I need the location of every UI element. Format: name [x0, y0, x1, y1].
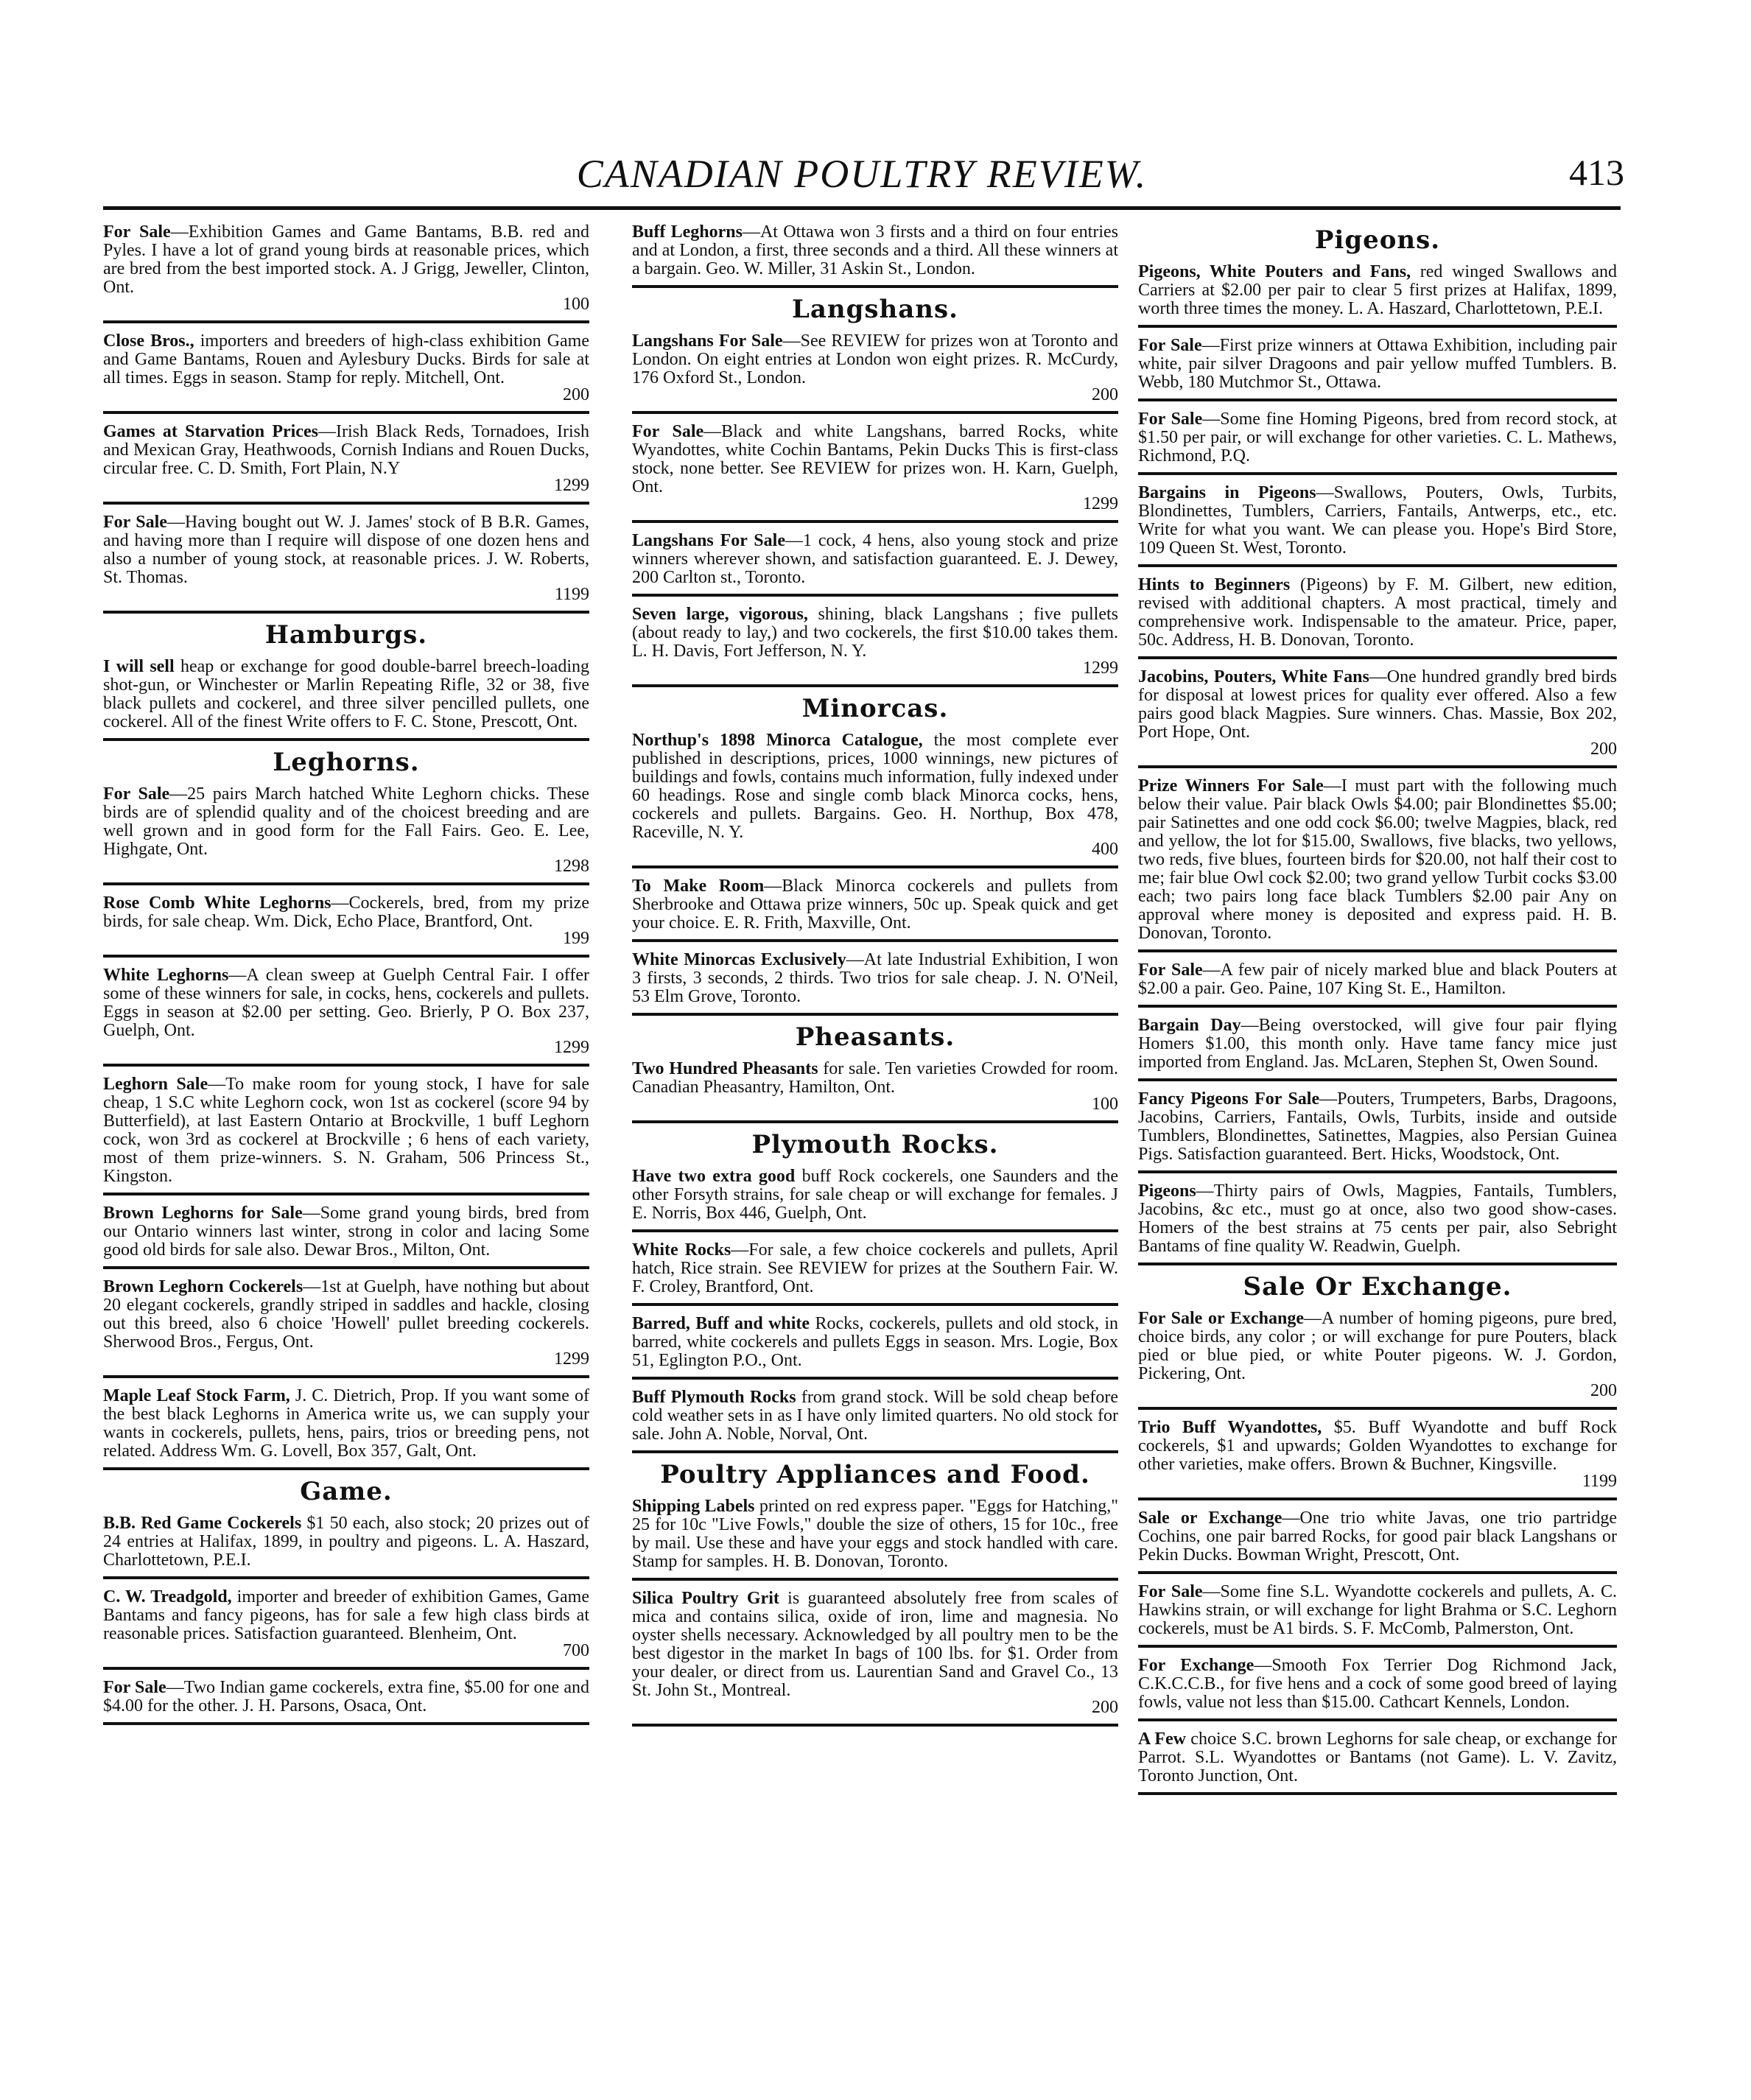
- ad-body: $5. Buff Wyandotte and buff Rock cockerels, $1 and upwards; Golden Wyandottes to exchange for other varieties, make offers. Brown & Buchner, Kingsville.: [1138, 1418, 1617, 1474]
- classified-ad: [1138, 959, 1617, 1008]
- ad-body: —First prize winners at Ottawa Exhibition, including pair white, pair silver Dragoons and pair yellow muffed Tumblers. B. Webb, 180 Mutchmor St., Ottawa.: [1138, 336, 1617, 392]
- classified-ad: [103, 783, 589, 885]
- classified-ad: [632, 875, 1118, 942]
- classified-ad: [1138, 1507, 1617, 1574]
- classified-ad: [103, 1385, 589, 1470]
- ad-body: for sale. Ten varieties Crowded for room. Canadian Pheasantry, Hamilton, Ont.: [632, 1059, 1118, 1097]
- ad-body: importer and breeder of exhibition Games, Game Bantams and fancy pigeons, has for sale a few high class birds at reasonable prices. Satisfaction guaranteed. Blenheim, Ont.: [103, 1587, 589, 1643]
- ad-body: —Some fine Homing Pigeons, bred from record stock, at $1.50 per pair, or will exchange for other varieties. C. L. Mathews, Richmond, P.Q.: [1138, 410, 1617, 466]
- classified-ad: [632, 1165, 1118, 1232]
- page-number: 413: [1569, 152, 1624, 193]
- classified-ad: [103, 421, 589, 505]
- ad-body: —Smooth Fox Terrier Dog Richmond Jack, C.K.C.C.B., for five hens and a cock of some good breed of laying fowls, value not less than $15.00. Cathcart Kennels, London.: [1138, 1656, 1617, 1712]
- classified-ad: [103, 1276, 589, 1378]
- ad-lead: I will sell: [103, 657, 175, 676]
- classified-ad: [632, 1058, 1118, 1123]
- ad-lead: For Sale: [103, 1678, 166, 1697]
- section-heading: Langshans.: [791, 295, 959, 324]
- ad-body: shining, black Langshans ; five pullets (about ready to lay,) and two cockerels, the first $10.00 takes them. L. H. Davis, Fort Jefferson, N. Y.: [632, 605, 1118, 661]
- classified-ad: [1138, 482, 1617, 567]
- ad-lead: For Sale: [1138, 410, 1203, 429]
- ad-lead: For Sale: [103, 513, 167, 532]
- ad-lead: Silica Poultry Grit: [632, 1589, 779, 1608]
- classified-ad: [1138, 334, 1617, 401]
- ad-lead: Langshans For Sale: [632, 331, 783, 351]
- ad-code: 700: [563, 1641, 589, 1660]
- ad-code: 200: [1092, 385, 1118, 404]
- ad-code: 1299: [554, 476, 589, 495]
- ad-body: —See REVIEW for prizes won at Toronto and London. On eight entries at London won eight prizes. R. McCurdy, 176 Oxford St., London.: [632, 331, 1118, 387]
- classified-ad: [632, 949, 1118, 1016]
- ad-body: —For sale, a few choice cockerels and pullets, April hatch, Rice strain. See REVIEW for prizes at the Southern Fair. W. F. Croley, Brantford, Ont.: [632, 1240, 1118, 1296]
- classified-ad: [103, 1202, 589, 1269]
- classified-ad: [632, 1239, 1118, 1306]
- ad-code: 200: [1092, 1698, 1118, 1717]
- page-header: [103, 144, 1624, 210]
- ad-lead: Sale or Exchange: [1138, 1509, 1282, 1528]
- ad-lead: Buff Plymouth Rocks: [632, 1388, 796, 1407]
- classified-ad: [1138, 775, 1617, 952]
- ad-body: —Exhibition Games and Game Bantams, B.B. red and Pyles. I have a lot of grand young birds at reasonable prices, which are bred from the best imported stock. A. J Grigg, Jeweller, Clinton, Ont.: [103, 222, 589, 297]
- classified-ad: [103, 330, 589, 414]
- ad-lead: Pigeons: [1138, 1181, 1196, 1201]
- classified-ad: [632, 1313, 1118, 1380]
- ad-body: —A number of homing pigeons, pure bred, choice birds, any color ; or will exchange for pure Pouters, black pied or blue pied, or white Pouter pigeons. W. J. Gordon, Pickering, Ont.: [1138, 1309, 1617, 1383]
- ad-code: 400: [1092, 840, 1118, 859]
- ad-body: red winged Swallows and Carriers at $2.00 per pair to clear 5 first prizes at Halifax, 1899, worth three times the money. L. A. Haszard, Charlottetown, P.E.I.: [1138, 262, 1617, 318]
- classified-ad: [1138, 408, 1617, 475]
- classified-ad: [103, 1586, 589, 1670]
- ad-lead: Pigeons, White Pouters and Fans,: [1138, 262, 1411, 281]
- header-rule: [103, 206, 1621, 210]
- classified-ad: [103, 1073, 589, 1195]
- ad-code: 1199: [1582, 1472, 1617, 1491]
- classified-ad: [1138, 1581, 1617, 1648]
- ad-body: the most complete ever published in descriptions, prices, 1000 winnings, new pictures of buildings and fowls, contains much information, fully indexed under 60 headings. Rose and single comb black Minorca cocks, hens, cockerels and pullets. Bargains. Geo. H. Northup, Box 478, Raceville, N. Y.: [632, 731, 1118, 842]
- classified-ad: [1138, 1416, 1617, 1500]
- ad-body: (Pigeons) by F. M. Gilbert, new edition, revised with additional chapters. A most practical, timely and comprehensive work. Indispensable to the amateur. Price, paper, 50c. Address, H. B. Donovan, Toronto.: [1138, 575, 1617, 650]
- ad-body: —At Ottawa won 3 firsts and a third on four entries and at London, a first, three seconds and a third. All these winners at a bargain. Geo. W. Miller, 31 Askin St., London.: [632, 222, 1118, 278]
- classified-ad: [103, 511, 589, 614]
- classified-ad: [632, 1587, 1118, 1727]
- ad-lead: Hints to Beginners: [1138, 575, 1291, 594]
- section-heading: Plymouth Rocks.: [751, 1130, 999, 1159]
- ad-lead: Have two extra good: [632, 1167, 796, 1186]
- ad-body: Rocks, cockerels, pullets and old stock, in barred, white cockerels and pullets Eggs in season. Mrs. Logie, Box 51, Eglington P.O., Ont.: [632, 1314, 1118, 1370]
- classified-ad: [103, 656, 589, 741]
- classified-ad: [1138, 1088, 1617, 1173]
- classified-ad: [632, 530, 1118, 597]
- ad-lead: Maple Leaf Stock Farm,: [103, 1386, 290, 1405]
- ad-body: buff Rock cockerels, one Saunders and the other Forsyth strains, for sale cheap or will exchange for females. J E. Norris, Box 446, Guelph, Ont.: [632, 1167, 1118, 1223]
- classified-ad: [632, 729, 1118, 868]
- ad-lead: For Sale: [632, 422, 704, 441]
- ad-body: importers and breeders of high-class exhibition Game and Game Bantams, Rouen and Aylesbury Ducks. Birds for sale at all times. Eggs in season. Stamp for reply. Mitchell, Ont.: [103, 331, 589, 387]
- ad-body: —Some grand young birds, bred from our Ontario winners last winter, strong in color and lacing Some good old birds for sale also. Dewar Bros., Milton, Ont.: [103, 1204, 589, 1260]
- ad-body: —One trio white Javas, one trio partridge Cochins, one pair barred Rocks, for good pair black Langshans or Pekin Ducks. Bowman Wright, Prescott, Ont.: [1138, 1509, 1617, 1565]
- ad-body: from grand stock. Will be sold cheap before cold weather sets in as I have only limited quarters. No old stock for sale. John A. Noble, Norval, Ont.: [632, 1388, 1118, 1444]
- ad-lead: Brown Leghorn Cockerels: [103, 1277, 303, 1296]
- ad-body: J. C. Dietrich, Prop. If you want some of the best black Leghorns in America write us, we can supply your wants in cockerels, pullets, hens, pairs, trios or breeding pens, not related. Address Wm. G. Lovell, Box 357, Galt, Ont.: [103, 1386, 589, 1461]
- classified-ad: [103, 892, 589, 958]
- ad-code: 1299: [1083, 659, 1118, 678]
- classified-ad: [103, 1676, 589, 1725]
- section-heading: Game.: [300, 1477, 393, 1506]
- ad-lead: Langshans For Sale: [632, 531, 785, 550]
- ad-code: 200: [1590, 1381, 1617, 1400]
- ad-body: —A few pair of nicely marked blue and black Pouters at $2.00 a pair. Geo. Paine, 107 King St. E., Hamilton.: [1138, 961, 1617, 998]
- ad-body: —1st at Guelph, have nothing but about 20 elegant cockerels, grandly striped in saddles and hackle, closing out this breed, also 6 choice 'Howell' pullet breeding cockerels. Sherwood Bros., Fergus, Ont.: [103, 1277, 589, 1352]
- classified-ad: [1138, 1654, 1617, 1721]
- ad-lead: For Sale: [103, 784, 170, 804]
- ad-lead: White Leghorns: [103, 966, 229, 985]
- ad-lead: Rose Comb White Leghorns: [103, 893, 331, 913]
- journal-title: CANADIAN POULTRY REVIEW.: [576, 152, 1148, 196]
- classified-ad: [1138, 666, 1617, 768]
- classified-ad: [1138, 1728, 1617, 1795]
- ad-lead: White Minorcas Exclusively: [632, 950, 846, 969]
- ad-lead: For Sale or Exchange: [1138, 1309, 1304, 1328]
- ad-body: —Some fine S.L. Wyandotte cockerels and pullets, A. C. Hawkins strain, or will exchange for light Brahma or S.C. Leghorn cockerels, must be A1 birds. S. F. McComb, Palmerston, Ont.: [1138, 1582, 1617, 1638]
- ad-code: 199: [563, 929, 589, 948]
- ad-code: 1299: [554, 1038, 589, 1057]
- ad-lead: A Few: [1138, 1729, 1186, 1749]
- ad-code: 1199: [554, 585, 589, 604]
- ad-code: 1298: [554, 857, 589, 876]
- ad-body: —Pouters, Trumpeters, Barbs, Dragoons, Jacobins, Carriers, Fantails, Owls, Turbits, inside and outside Tumblers, Blondinettes, Satinettes, Magpies, also Persian Guinea Pigs. Satisfaction guaranteed. Bert. Hicks, Woodstock, Ont.: [1138, 1089, 1617, 1164]
- ad-lead: Close Bros.,: [103, 331, 194, 351]
- ad-body: —Irish Black Reds, Tornadoes, Irish and Mexican Gray, Heathwoods, Cornish Indians and Rouen Ducks, circular free. C. D. Smith, Fort Plain, N.Y: [103, 422, 589, 478]
- classified-ad: [1138, 1014, 1617, 1081]
- ad-lead: To Make Room: [632, 877, 765, 896]
- classified-ad: [1138, 1307, 1617, 1410]
- ad-lead: Bargain Day: [1138, 1016, 1241, 1035]
- ad-body: —To make room for young stock, I have for sale cheap, 1 S.C white Leghorn cock, won 1st as cockerel (score 94 by Butterfield), at last Eastern Ontario at Brockville, 1 buff Leghorn cock, won 3rd as cockerel at Brockville ; 6 hens of each variety, most of them prize-winners. S. N. Graham, 506 Princess St., Kingston.: [103, 1075, 589, 1186]
- ad-code: 100: [563, 295, 589, 314]
- section-heading: Sale Or Exchange.: [1243, 1272, 1512, 1302]
- ad-code: 200: [563, 385, 589, 404]
- classified-ad: [632, 1495, 1118, 1581]
- ad-lead: For Sale: [1138, 1582, 1203, 1601]
- ad-body: —1 cock, 4 hens, also young stock and prize winners wherever shown, and satisfaction guaranteed. E. J. Dewey, 200 Carlton st., Toronto.: [632, 531, 1118, 587]
- classified-ad: [632, 330, 1118, 414]
- ad-lead: White Rocks: [632, 1240, 731, 1260]
- column-right: [1138, 221, 1617, 2048]
- ad-lead: Leghorn Sale: [103, 1075, 208, 1094]
- ad-lead: Northup's 1898 Minorca Catalogue,: [632, 731, 923, 750]
- classified-ad: [103, 1512, 589, 1579]
- ad-body: —At late Industrial Exhibition, I won 3 firsts, 3 seconds, 2 thirds. Two trios for sale cheap. J. N. O'Neil, 53 Elm Grove, Toronto.: [632, 950, 1118, 1006]
- ad-code: 1299: [554, 1349, 589, 1369]
- section-heading: Pheasants.: [795, 1022, 955, 1052]
- ad-lead: Buff Leghorns: [632, 222, 743, 242]
- ad-body: —Having bought out W. J. James' stock of B B.R. Games, and having more than I require will dispose of one dozen hens and also a number of young stock, at reasonable prices. J. W. Roberts, St. Thomas.: [103, 513, 589, 587]
- ad-lead: For Sale: [103, 222, 171, 242]
- column-middle: [632, 221, 1118, 2048]
- ad-code: 1299: [1083, 494, 1118, 513]
- ad-body: $1 50 each, also stock; 20 prizes out of 24 entries at Halifax, 1899, in poultry and pigeons. L. A. Haszard, Charlottetown, P.E.I.: [103, 1514, 589, 1570]
- ad-body: —Black and white Langshans, barred Rocks, white Wyandottes, white Cochin Bantams, Pekin Ducks This is first-class stock, none better. See REVIEW for prizes won. H. Karn, Guelph, Ont.: [632, 422, 1118, 496]
- ad-lead: For Sale: [1138, 961, 1203, 980]
- ad-body: is guaranteed absolutely free from scales of mica and contains silica, oxide of iron, lime and magnesia. No oyster shells necessary. Acknowledged by all poultry men to be the best digestor in the market In bags of 100 lbs. for $1. Order from your dealer, or direct from us. Laurentian Sand and Gravel Co., 13 St. John St., Montreal.: [632, 1589, 1118, 1700]
- ad-body: —25 pairs March hatched White Leghorn chicks. These birds are of splendid quality and of the choicest breeding and are well grown and in good form for the Fall Fairs. Geo. E. Lee, Highgate, Ont.: [103, 784, 589, 859]
- classified-ad: [632, 421, 1118, 523]
- section-heading: Hamburgs.: [264, 620, 428, 650]
- classified-ad: [1138, 261, 1617, 328]
- ad-body: —A clean sweep at Guelph Central Fair. I offer some of these winners for sale, in cocks, hens, cockerels and pullets. Eggs in season at $2.00 per setting. Geo. Brierly, P O. Box 237, Guelph, Ont.: [103, 966, 589, 1040]
- ad-lead: For Sale: [1138, 336, 1202, 355]
- ad-code: 100: [1092, 1095, 1118, 1114]
- section-heading: Pigeons.: [1314, 225, 1441, 255]
- ad-body: —I must part with the following much below their value. Pair black Owls $4.00; pair Blondinettes $5.00; pair Satinettes and one odd cock $6.00; twelve Magpies, black, red and yellow, the lot for $15.00, Swallows, five blacks, two yellows, two reds, five blues, fourteen birds for $20.00, not half their cost to me; fair blue Owl cock $2.00; two grand yellow Turbit cocks $3.00 each; two pairs long face black Tumblers $2.00 pair Any on approval where money is deposited and express paid. H. B. Donovan, Toronto.: [1138, 776, 1617, 943]
- section-heading: Leghorns.: [273, 748, 420, 777]
- ad-lead: Bargains in Pigeons: [1138, 483, 1316, 502]
- section-heading: Minorcas.: [801, 694, 949, 723]
- ad-body: printed on red express paper. "Eggs for Hatching," 25 for 10c "Live Fowls," double the size of others, 15 for 10c., free by mail. Use these and have your eggs and stock handled with care. Stamp for samples. H. B. Donovan, Toronto.: [632, 1497, 1118, 1571]
- ad-lead: Fancy Pigeons For Sale: [1138, 1089, 1320, 1109]
- ad-lead: C. W. Treadgold,: [103, 1587, 232, 1606]
- ad-body: —Swallows, Pouters, Owls, Turbits, Blondinettes, Tumblers, Carriers, Fantails, Antwerps, etc., etc. Write for what you want. We can please you. Hope's Bird Store, 109 Queen St. West, Toronto.: [1138, 483, 1617, 558]
- ad-body: —Cockerels, bred, from my prize birds, for sale cheap. Wm. Dick, Echo Place, Brantford, Ont.: [103, 893, 589, 931]
- ad-lead: B.B. Red Game Cockerels: [103, 1514, 302, 1533]
- ad-lead: Games at Starvation Prices: [103, 422, 318, 441]
- classified-ad: [1138, 574, 1617, 659]
- ad-body: —Thirty pairs of Owls, Magpies, Fantails, Tumblers, Jacobins, &c etc., must go at once, also two good show-cases. Homers of the best strains at 75 cents per pair, also Sebright Bantams of fine quality W. Readwin, Guelph.: [1138, 1181, 1617, 1256]
- classified-ad: [103, 221, 589, 323]
- classified-ad: [632, 221, 1118, 288]
- ad-lead: Two Hundred Pheasants: [632, 1059, 818, 1078]
- ad-lead: Prize Winners For Sale: [1138, 776, 1324, 796]
- classified-ad: [103, 964, 589, 1067]
- section-heading: Poultry Appliances and Food.: [660, 1460, 1090, 1489]
- ad-body: —Being overstocked, will give four pair flying Homers $1.00, this month only. Have tame fancy mice just imported from England. Jas. McLaren, Stephen St, Owen Sound.: [1138, 1016, 1617, 1072]
- ad-lead: Shipping Labels: [632, 1497, 755, 1516]
- ad-lead: Barred, Buff and white: [632, 1314, 810, 1333]
- classified-ad: [632, 1386, 1118, 1453]
- classified-ad: [1138, 1180, 1617, 1265]
- classified-ad: [632, 603, 1118, 687]
- ad-lead: Brown Leghorns for Sale: [103, 1204, 303, 1223]
- ad-lead: Seven large, vigorous,: [632, 605, 808, 624]
- ad-code: 200: [1590, 740, 1617, 759]
- ad-body: —Two Indian game cockerels, extra fine, $5.00 for one and $4.00 for the other. J. H. Parsons, Osaca, Ont.: [103, 1678, 589, 1716]
- ad-body: heap or exchange for good double-barrel breech-loading shot-gun, or Winchester or Marlin Repeating Rifle, 32 or 38, five black pullets and cockerel, and three silver pencilled pullets, one cockerel. All of the finest Write offers to F. C. Stone, Prescott, Ont.: [103, 657, 589, 731]
- ad-body: —Black Minorca cockerels and pullets from Sherbrooke and Ottawa prize winners, 50c up. Speak quick and get your choice. E. R. Frith, Maxville, Ont.: [632, 877, 1118, 933]
- ad-body: choice S.C. brown Leghorns for sale cheap, or exchange for Parrot. S.L. Wyandottes or Bantams (not Game). L. V. Zavitz, Toronto Junction, Ont.: [1138, 1729, 1617, 1785]
- ad-lead: Jacobins, Pouters, White Fans: [1138, 667, 1369, 686]
- ad-lead: For Exchange: [1138, 1656, 1255, 1675]
- column-left: [103, 221, 589, 2048]
- ad-lead: Trio Buff Wyandottes,: [1138, 1418, 1322, 1437]
- ad-body: —One hundred grandly bred birds for disposal at lowest prices for quality ever offered. Also a few pairs good black Magpies. Sure winners. Chas. Massie, Box 202, Port Hope, Ont.: [1138, 667, 1617, 742]
